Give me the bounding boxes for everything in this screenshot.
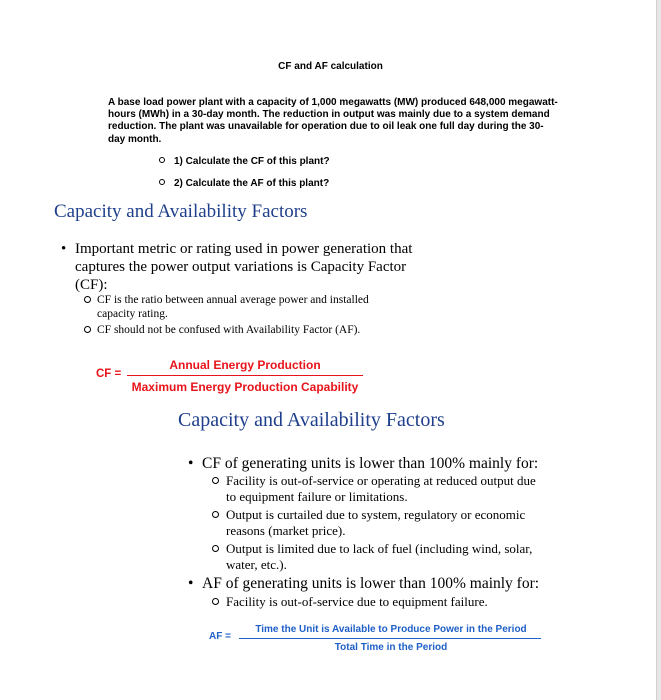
bullet-dot-icon: • xyxy=(188,575,194,592)
slide2-subbullet-2: Output is curtailed due to system, regulatory or economic reasons (market price). xyxy=(226,507,525,539)
slide1-bullet-line: Important metric or rating used in power generation that xyxy=(75,241,413,257)
question-1: 1) Calculate the CF of this plant? xyxy=(159,156,330,167)
slide2-subbullet-4: Facility is out-of-service due to equipment failure. xyxy=(226,594,488,610)
cf-numerator: Annual Energy Production xyxy=(169,358,321,372)
slide1-bullet-line: captures the power output variations is Capacity Factor xyxy=(75,259,407,275)
slide1-bullet xyxy=(61,240,413,294)
circle-bullet-icon xyxy=(84,296,91,303)
af-denominator: Total Time in the Period xyxy=(334,642,448,653)
cf-formula-label: CF = xyxy=(96,368,122,380)
circle-bullet-icon xyxy=(212,511,219,518)
page-edge-shadow xyxy=(657,0,661,700)
circle-bullet-icon xyxy=(159,179,165,185)
circle-bullet-icon xyxy=(212,477,219,484)
af-formula-label: AF = xyxy=(209,631,231,642)
cf-fraction-line xyxy=(127,375,363,376)
slide1-subbullet-2: CF should not be confused with Availability Factor (AF). xyxy=(97,323,360,337)
slide2-bullet-2: • AF of generating units is lower than 100% mainly for: xyxy=(188,575,540,592)
circle-bullet-icon xyxy=(212,598,219,605)
slide2-bullet-1: • CF of generating units is lower than 100% mainly for: xyxy=(188,455,539,472)
circle-bullet-icon xyxy=(212,545,219,552)
bullet-dot-icon: • xyxy=(188,455,194,472)
slide1-heading: Capacity and Availability Factors xyxy=(54,201,308,222)
circle-bullet-icon xyxy=(84,326,91,333)
bullet-dot-icon: • xyxy=(61,241,67,257)
circle-bullet-icon xyxy=(159,157,165,163)
cf-denominator: Maximum Energy Production Capability xyxy=(131,380,359,394)
slide2-subbullet-3: Output is limited due to lack of fuel (including wind, solar, water, etc.). xyxy=(226,541,532,573)
slide2-heading: Capacity and Availability Factors xyxy=(178,409,445,431)
exercise-problem: A base load power plant with a capacity of 1,000 megawatts (MW) produced 648,000 megawatt-hours (MWh) in a 30-day month. The reduction in output was mainly due to a system demand reduction. The plant was unavailable for operation due to oil leak one full day during the 30-day month. xyxy=(108,97,558,145)
exercise-title: CF and AF calculation xyxy=(278,61,383,72)
slide1-subbullet-1: CF is the ratio between annual average power and installed capacity rating. xyxy=(97,293,369,321)
slide2-subbullet-1: Facility is out-of-service or operating at reduced output due to equipment failure or limitations. xyxy=(226,473,536,505)
question-2: 2) Calculate the AF of this plant? xyxy=(159,178,329,189)
slide1-bullet-line: (CF): xyxy=(75,277,108,293)
af-numerator: Time the Unit is Available to Produce Power in the Period xyxy=(255,624,527,635)
af-fraction-line xyxy=(239,638,541,639)
